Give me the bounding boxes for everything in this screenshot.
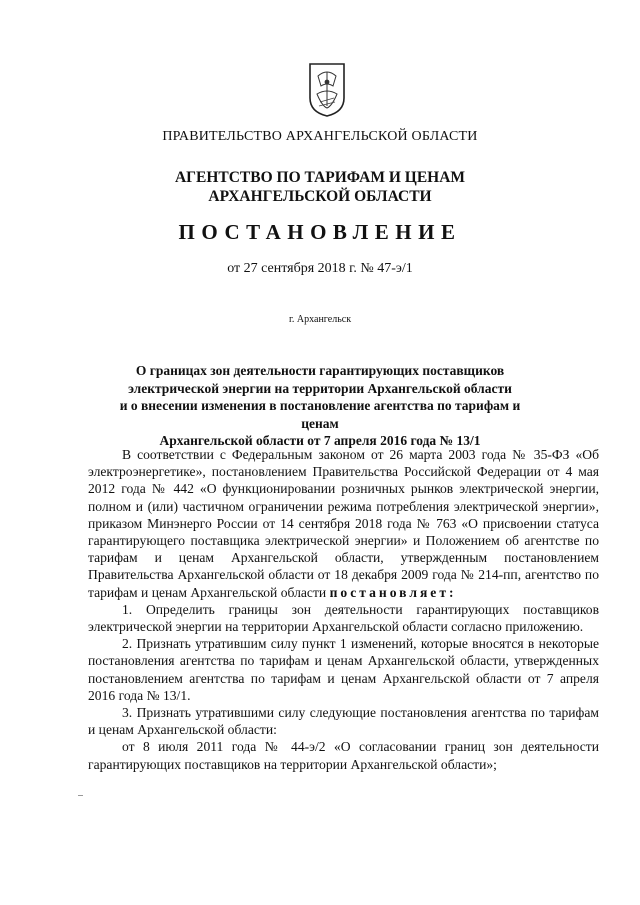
item-2: 2. Признать утратившим силу пункт 1 изменений, которые вносятся в некоторые постановления агентства по тарифам и ценам Архангельской области, утвержденных постановлением агентства по тарифам и ценам Архангельской области от 7 апреля 2016 года № 13/1. <box>88 636 599 703</box>
preamble-text: В соответствии с Федеральным законом от 26 марта 2003 года № 35-ФЗ «Об электроэнергетике», постановлением Правительства Российской Федерации от 4 мая 2012 года № 442 «О функционировании розничных рынков электрической энергии, полном и (или) частичном ограничении режима потребления электрической энергии», приказом Минэнерго России от 14 сентября 2018 года № 763 «О присвоении статуса гарантирующего поставщика электрической энергии» и Положением об агентстве по тарифам и ценам Архангельской области, утвержденным постановлением Правительства Архангельской области от 18 декабря 2009 года № 214-пп, агентство по тарифам и ценам Архангельской области <box>88 447 599 600</box>
document-subject <box>100 362 540 450</box>
subject-line1: О границах зон деятельности гарантирующих поставщиков <box>135 363 505 378</box>
agency-title-line2: АРХАНГЕЛЬСКОЙ ОБЛАСТИ <box>208 188 432 205</box>
item-3-sub-1: от 8 июля 2011 года № 44-э/2 «О согласовании границ зон деятельности гарантирующих поставщиков на территории Архангельской области»; <box>88 739 599 772</box>
item-1: 1. Определить границы зон деятельности гарантирующих поставщиков электрической энергии на территории Архангельской области согласно приложению. <box>88 601 599 635</box>
date-and-number: от 27 сентября 2018 г. № 47-э/1 <box>227 261 413 276</box>
agency-title-line1: АГЕНТСТВО ПО ТАРИФАМ И ЦЕНАМ <box>174 169 466 186</box>
scan-mark <box>78 795 83 796</box>
coat-of-arms-emblem <box>308 62 346 118</box>
agency-title <box>0 168 640 206</box>
resolves-word: постановляет: <box>329 584 457 600</box>
subject-line2: электрической энергии на территории Архангельской области <box>128 380 512 396</box>
subject-line3: и о внесении изменения в постановление агентства по тарифам и ценам <box>119 398 521 431</box>
subject-line4: Архангельской области от 7 апреля 2016 года № 13/1 <box>159 433 481 448</box>
document-body <box>88 446 599 773</box>
preamble-paragraph <box>88 446 599 601</box>
government-title: ПРАВИТЕЛЬСТВО АРХАНГЕЛЬСКОЙ ОБЛАСТИ <box>162 129 478 144</box>
document-type: ПОСТАНОВЛЕНИЕ <box>178 220 462 244</box>
item-3: 3. Признать утратившими силу следующие постановления агентства по тарифам и ценам Архангельской области: <box>88 705 599 738</box>
city: г. Архангельск <box>288 314 352 325</box>
